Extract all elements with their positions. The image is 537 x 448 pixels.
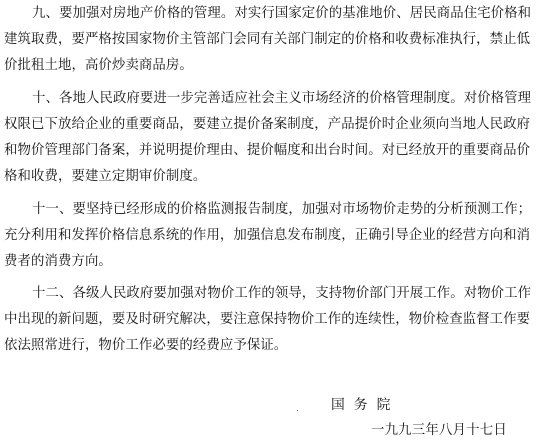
paragraph-line: 格和收费，要建立定期审价制度。 (4, 169, 207, 184)
paragraph-10 (4, 86, 534, 190)
paragraph-9 (4, 1, 534, 79)
paragraph-line: 十一、要坚持已经形成的价格监测报告制度，加强对市场物价走势的分析预测工作； (32, 202, 532, 217)
paragraph-line: 十二、各级人民政府要加强对物价工作的领导，支持物价部门开展工作。对物价工作 (32, 286, 532, 301)
signature-organization: 国务院 (331, 397, 400, 413)
signature-date: 一九九三年八月十七日 (371, 423, 507, 438)
paragraph-line: 九、要加强对房地产价格的管理。对实行国家定价的基准地价、居民商品住宅价格和 (32, 6, 532, 21)
paragraph-11 (4, 197, 534, 275)
paragraph-line: 和物价管理部门备案，并说明提价理由、提价幅度和出台时间。对已经放开的重要商品价 (4, 143, 531, 158)
scan-speck (297, 410, 298, 411)
paragraph-line: 十、各地人民政府要进一步完善适应社会主义市场经济的价格管理制度。对价格管理 (32, 91, 532, 106)
paragraph-line: 价批租土地，高价炒卖商品房。 (4, 58, 193, 73)
paragraph-line: 中出现的新问题，要及时研究解决，要注意保持物价工作的连续性，物价检查监督工作要 (4, 312, 531, 327)
paragraph-line: 权限已下放给企业的重要商品，要建立提价备案制度，产品提价时企业须向当地人民政府 (4, 117, 531, 132)
paragraph-line: 依法照常进行，物价工作必要的经费应予保证。 (4, 338, 288, 353)
paragraph-line: 建筑取费，要严格按国家物价主管部门会同有关部门制定的价格和收费标准执行，禁止低 (4, 32, 531, 47)
paragraph-12 (4, 281, 534, 359)
paragraph-line: 充分利用和发挥价格信息系统的作用，加强信息发布制度，正确引导企业的经营方向和消 (4, 228, 531, 243)
paragraph-line: 费者的消费方向。 (4, 254, 112, 269)
